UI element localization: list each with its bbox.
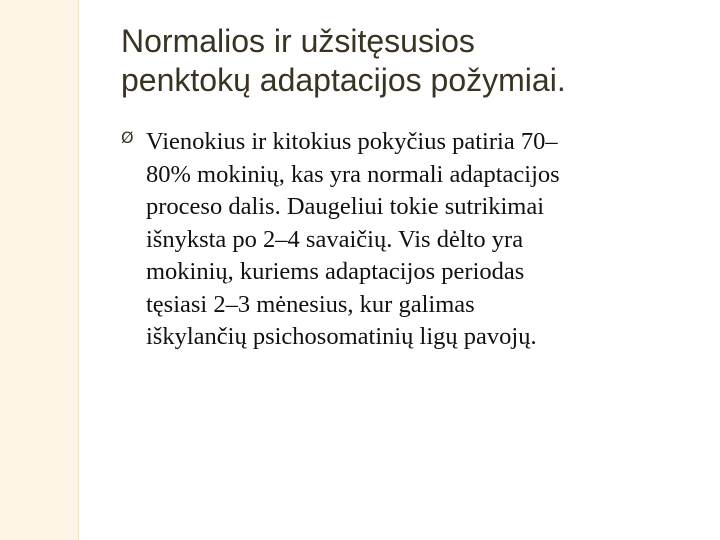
title-line-2: penktokų adaptacijos požymiai.: [121, 62, 566, 98]
bullet-line-7: iškylančių psichosomatinių ligų pavojų.: [146, 323, 537, 350]
bullet-line-1: Vienokius ir kitokius pokyčius patiria 70–: [146, 128, 558, 155]
bullet-line-5: mokinių, kuriems adaptacijos periodas: [146, 258, 525, 285]
arrow-bullet-icon: Ø: [121, 128, 134, 147]
slide-title: [121, 22, 716, 100]
bullet-line-3: proceso dalis. Daugeliui tokie sutrikimai: [146, 193, 545, 220]
bullet-line-4: išnyksta po 2–4 savaičių. Vis dėlto yra: [146, 225, 524, 253]
bullet-item: [121, 126, 711, 354]
bullet-line-6: tęsiasi 2–3 mėnesius, kur galimas: [146, 290, 475, 318]
side-decoration-line: [78, 0, 79, 540]
bullet-text: [146, 126, 711, 354]
title-line-1: Normalios ir užsitęsusios: [121, 23, 475, 59]
side-decoration-band: [0, 0, 78, 540]
bullet-line-2: 80% mokinių, kas yra normali adaptacijos: [146, 160, 560, 188]
